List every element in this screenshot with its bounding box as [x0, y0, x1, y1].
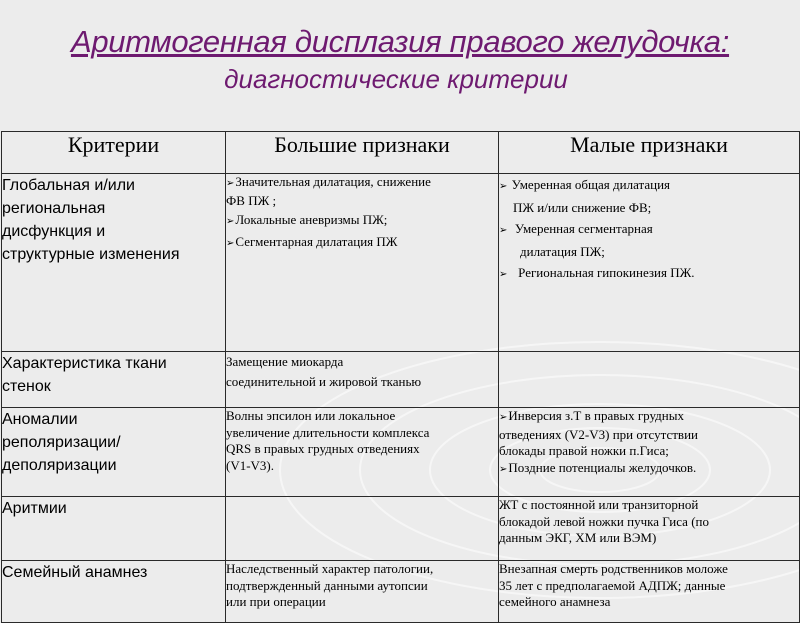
criterion-text: деполяризации: [2, 457, 117, 474]
item-text: блокадой левой ножки пучка Гиса (по: [499, 513, 709, 529]
table-row: [2, 408, 800, 497]
item-text: дилатация ПЖ;: [520, 244, 605, 259]
criteria-table: [1, 131, 800, 623]
table-row: [2, 561, 800, 623]
item-text: или при операции: [226, 594, 326, 609]
list-item: [226, 234, 498, 253]
arrow-bullet-icon: ➢: [499, 181, 508, 192]
arrow-bullet-icon: ➢: [499, 269, 508, 280]
arrow-bullet-icon: ➢: [499, 412, 508, 423]
item-text: Умеренная сегментарная: [514, 221, 653, 236]
item-text: Поздние потенциалы желудочков.: [508, 459, 697, 475]
item-text: ФВ ПЖ ;: [226, 192, 277, 208]
list-item: [499, 262, 799, 285]
major-signs-cell: [226, 408, 499, 497]
major-signs-cell: [226, 174, 499, 352]
criterion-text: дисфункция и: [2, 223, 106, 240]
item-text: Инверсия з.Т в правых грудных: [508, 408, 684, 423]
item-text: Замещение миокарда: [226, 354, 344, 369]
arrow-bullet-icon: ➢: [226, 216, 235, 227]
header-major-signs: Большие признаки: [226, 132, 499, 174]
criterion-cell: [2, 497, 226, 561]
criterion-text: структурные изменения: [2, 246, 180, 263]
item-text: Наследственный характер патологии,: [226, 561, 434, 576]
criterion-cell: [2, 408, 226, 497]
arrow-bullet-icon: ➢: [226, 237, 235, 249]
criterion-text: реполяризации/: [2, 434, 121, 451]
list-item-continuation: [226, 193, 498, 210]
list-item: [226, 212, 498, 231]
list-item-continuation: [499, 241, 799, 262]
list-item: [499, 460, 799, 479]
header-criteria: Критерии: [2, 132, 226, 174]
minor-signs-cell: [499, 561, 800, 623]
item-text: Значительная дилатация, снижение: [235, 174, 431, 189]
minor-signs-cell: [499, 352, 800, 408]
arrow-bullet-icon: ➢: [499, 463, 508, 475]
minor-signs-cell: [499, 174, 800, 352]
item-text: семейного анамнеза: [499, 594, 611, 609]
criterion-text: Аномалии: [2, 411, 78, 428]
item-text: ЖТ с постоянной или транзиторной: [499, 497, 699, 512]
item-text: (V1-V3).: [226, 457, 275, 473]
criterion-text: Глобальная и/или: [2, 177, 135, 194]
title-line-1: Аритмогенная дисплазия правого желудочка:: [70, 24, 730, 59]
item-text: подтвержденный данными аутопсии: [226, 577, 428, 593]
table-header-row: [2, 132, 800, 174]
item-text: Локальные аневризмы ПЖ;: [235, 212, 388, 227]
list-item: [499, 174, 799, 197]
table-row: [2, 174, 800, 352]
criterion-cell: [2, 174, 226, 352]
criterion-cell: [2, 352, 226, 408]
item-text: ПЖ и/или снижение ФВ;: [513, 200, 652, 215]
criterion-text: Характеристика ткани: [2, 355, 167, 372]
item-text: Сегментарная дилатация ПЖ: [235, 233, 398, 249]
major-signs-cell: [226, 352, 499, 408]
header-minor-signs: Малые признаки: [499, 132, 800, 174]
item-text: Внезапная смерть родственников моложе: [499, 561, 728, 576]
item-text: данным ЭКГ, ХМ или ВЭМ): [499, 530, 657, 545]
item-text: Умеренная общая дилатация: [511, 177, 671, 192]
list-item-continuation: [499, 197, 799, 218]
item-text: 35 лет с предполагаемой АДПЖ; данные: [499, 577, 726, 593]
list-item-continuation: блокады правой ножки п.Гиса;: [499, 443, 669, 458]
item-text: увеличение длительности комплекса: [226, 424, 430, 440]
minor-signs-cell: [499, 497, 800, 561]
criterion-text: Семейный анамнез: [2, 564, 148, 581]
minor-signs-cell: [499, 408, 800, 497]
criterion-text: Аритмии: [2, 500, 67, 517]
arrow-bullet-icon: ➢: [499, 225, 508, 236]
title-line-2: диагностические критерии: [224, 64, 568, 94]
item-text: Региональная гипокинезия ПЖ.: [518, 265, 695, 280]
major-signs-cell: [226, 561, 499, 623]
list-item: [226, 174, 498, 193]
arrow-bullet-icon: ➢: [226, 178, 235, 189]
criterion-cell: [2, 561, 226, 623]
slide-title: [0, 22, 800, 96]
item-text: QRS в правых грудных отведениях: [226, 441, 420, 456]
list-item: [499, 218, 799, 241]
table-row: [2, 497, 800, 561]
item-text: Волны эпсилон или локальное: [226, 408, 396, 423]
major-signs-cell: [226, 497, 499, 561]
list-item: [499, 408, 799, 427]
criterion-text: региональная: [2, 200, 106, 217]
item-text: соединительной и жировой тканью: [226, 374, 422, 389]
criterion-text: стенок: [2, 378, 51, 395]
list-item-continuation: отведениях (V2-V3) при отсутствии: [499, 426, 698, 442]
table-row: [2, 352, 800, 408]
